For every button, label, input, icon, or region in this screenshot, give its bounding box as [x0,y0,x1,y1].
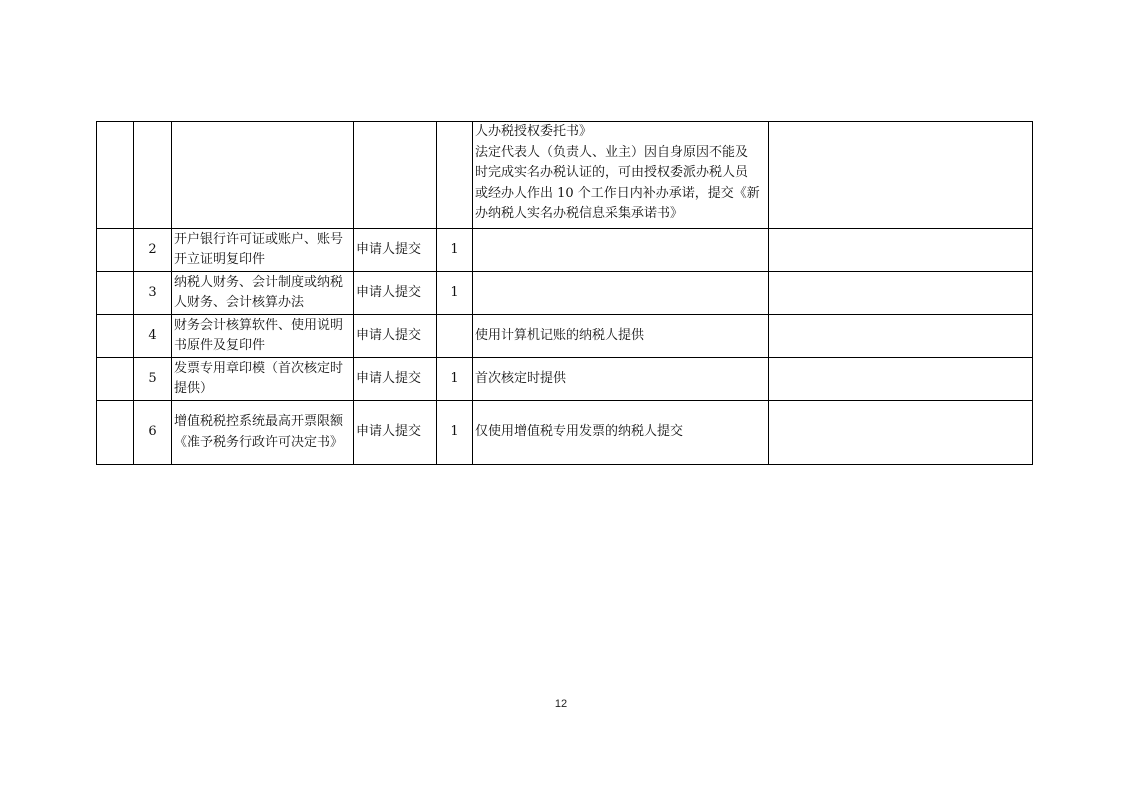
notes: 使用计算机记账的纳税人提供 [473,315,769,358]
row-group-cell [97,122,134,229]
row-number: 2 [134,229,172,272]
copy-count: 1 [437,272,473,315]
material-name: 开户银行许可证或账户、账号开立证明复印件 [172,229,354,272]
row-group-cell [97,315,134,358]
note-line: 人办税授权委托书》 [475,124,593,139]
copy-count [437,122,473,229]
remark [769,122,1033,229]
remark [769,358,1033,401]
material-name [172,122,354,229]
material-name: 发票专用章印模（首次核定时提供） [172,358,354,401]
material-name: 增值税税控系统最高开票限额《准予税务行政许可决定书》 [172,401,354,465]
remark [769,401,1033,465]
row-group-cell [97,358,134,401]
row-number: 3 [134,272,172,315]
table-row [97,358,1033,401]
row-group-cell [97,272,134,315]
notes [473,229,769,272]
note-line: 法定代表人（负责人、业主）因自身原因不能及 [475,144,749,160]
row-number: 5 [134,358,172,401]
note-line: 或经办人作出 10 个工作日内补办承诺，提交《新 [475,185,760,201]
table-row [97,315,1033,358]
notes: 首次核定时提供 [473,358,769,401]
table-row [97,401,1033,465]
materials-table [96,121,1033,465]
row-number [134,122,172,229]
remark [769,272,1033,315]
requirement [354,122,437,229]
requirement: 申请人提交 [354,229,437,272]
row-number: 6 [134,401,172,465]
note-line: 办纳税人实名办税信息采集承诺书》 [475,206,684,221]
requirement: 申请人提交 [354,272,437,315]
requirement: 申请人提交 [354,315,437,358]
note-line: 时完成实名办税认证的，可由授权委派办税人员 [475,165,749,180]
row-group-cell [97,229,134,272]
notes [473,272,769,315]
notes [473,122,769,229]
requirement: 申请人提交 [354,358,437,401]
copy-count: 1 [437,358,473,401]
row-number: 4 [134,315,172,358]
copy-count: 1 [437,401,473,465]
table-row [97,272,1033,315]
table-row [97,229,1033,272]
remark [769,315,1033,358]
table-row [97,122,1033,229]
requirement: 申请人提交 [354,401,437,465]
notes: 仅使用增值税专用发票的纳税人提交 [473,401,769,465]
copy-count: 1 [437,229,473,272]
row-group-cell [97,401,134,465]
material-name: 财务会计核算软件、使用说明书原件及复印件 [172,315,354,358]
remark [769,229,1033,272]
page-number: 12 [554,698,568,710]
copy-count [437,315,473,358]
material-name: 纳税人财务、会计制度或纳税人财务、会计核算办法 [172,272,354,315]
